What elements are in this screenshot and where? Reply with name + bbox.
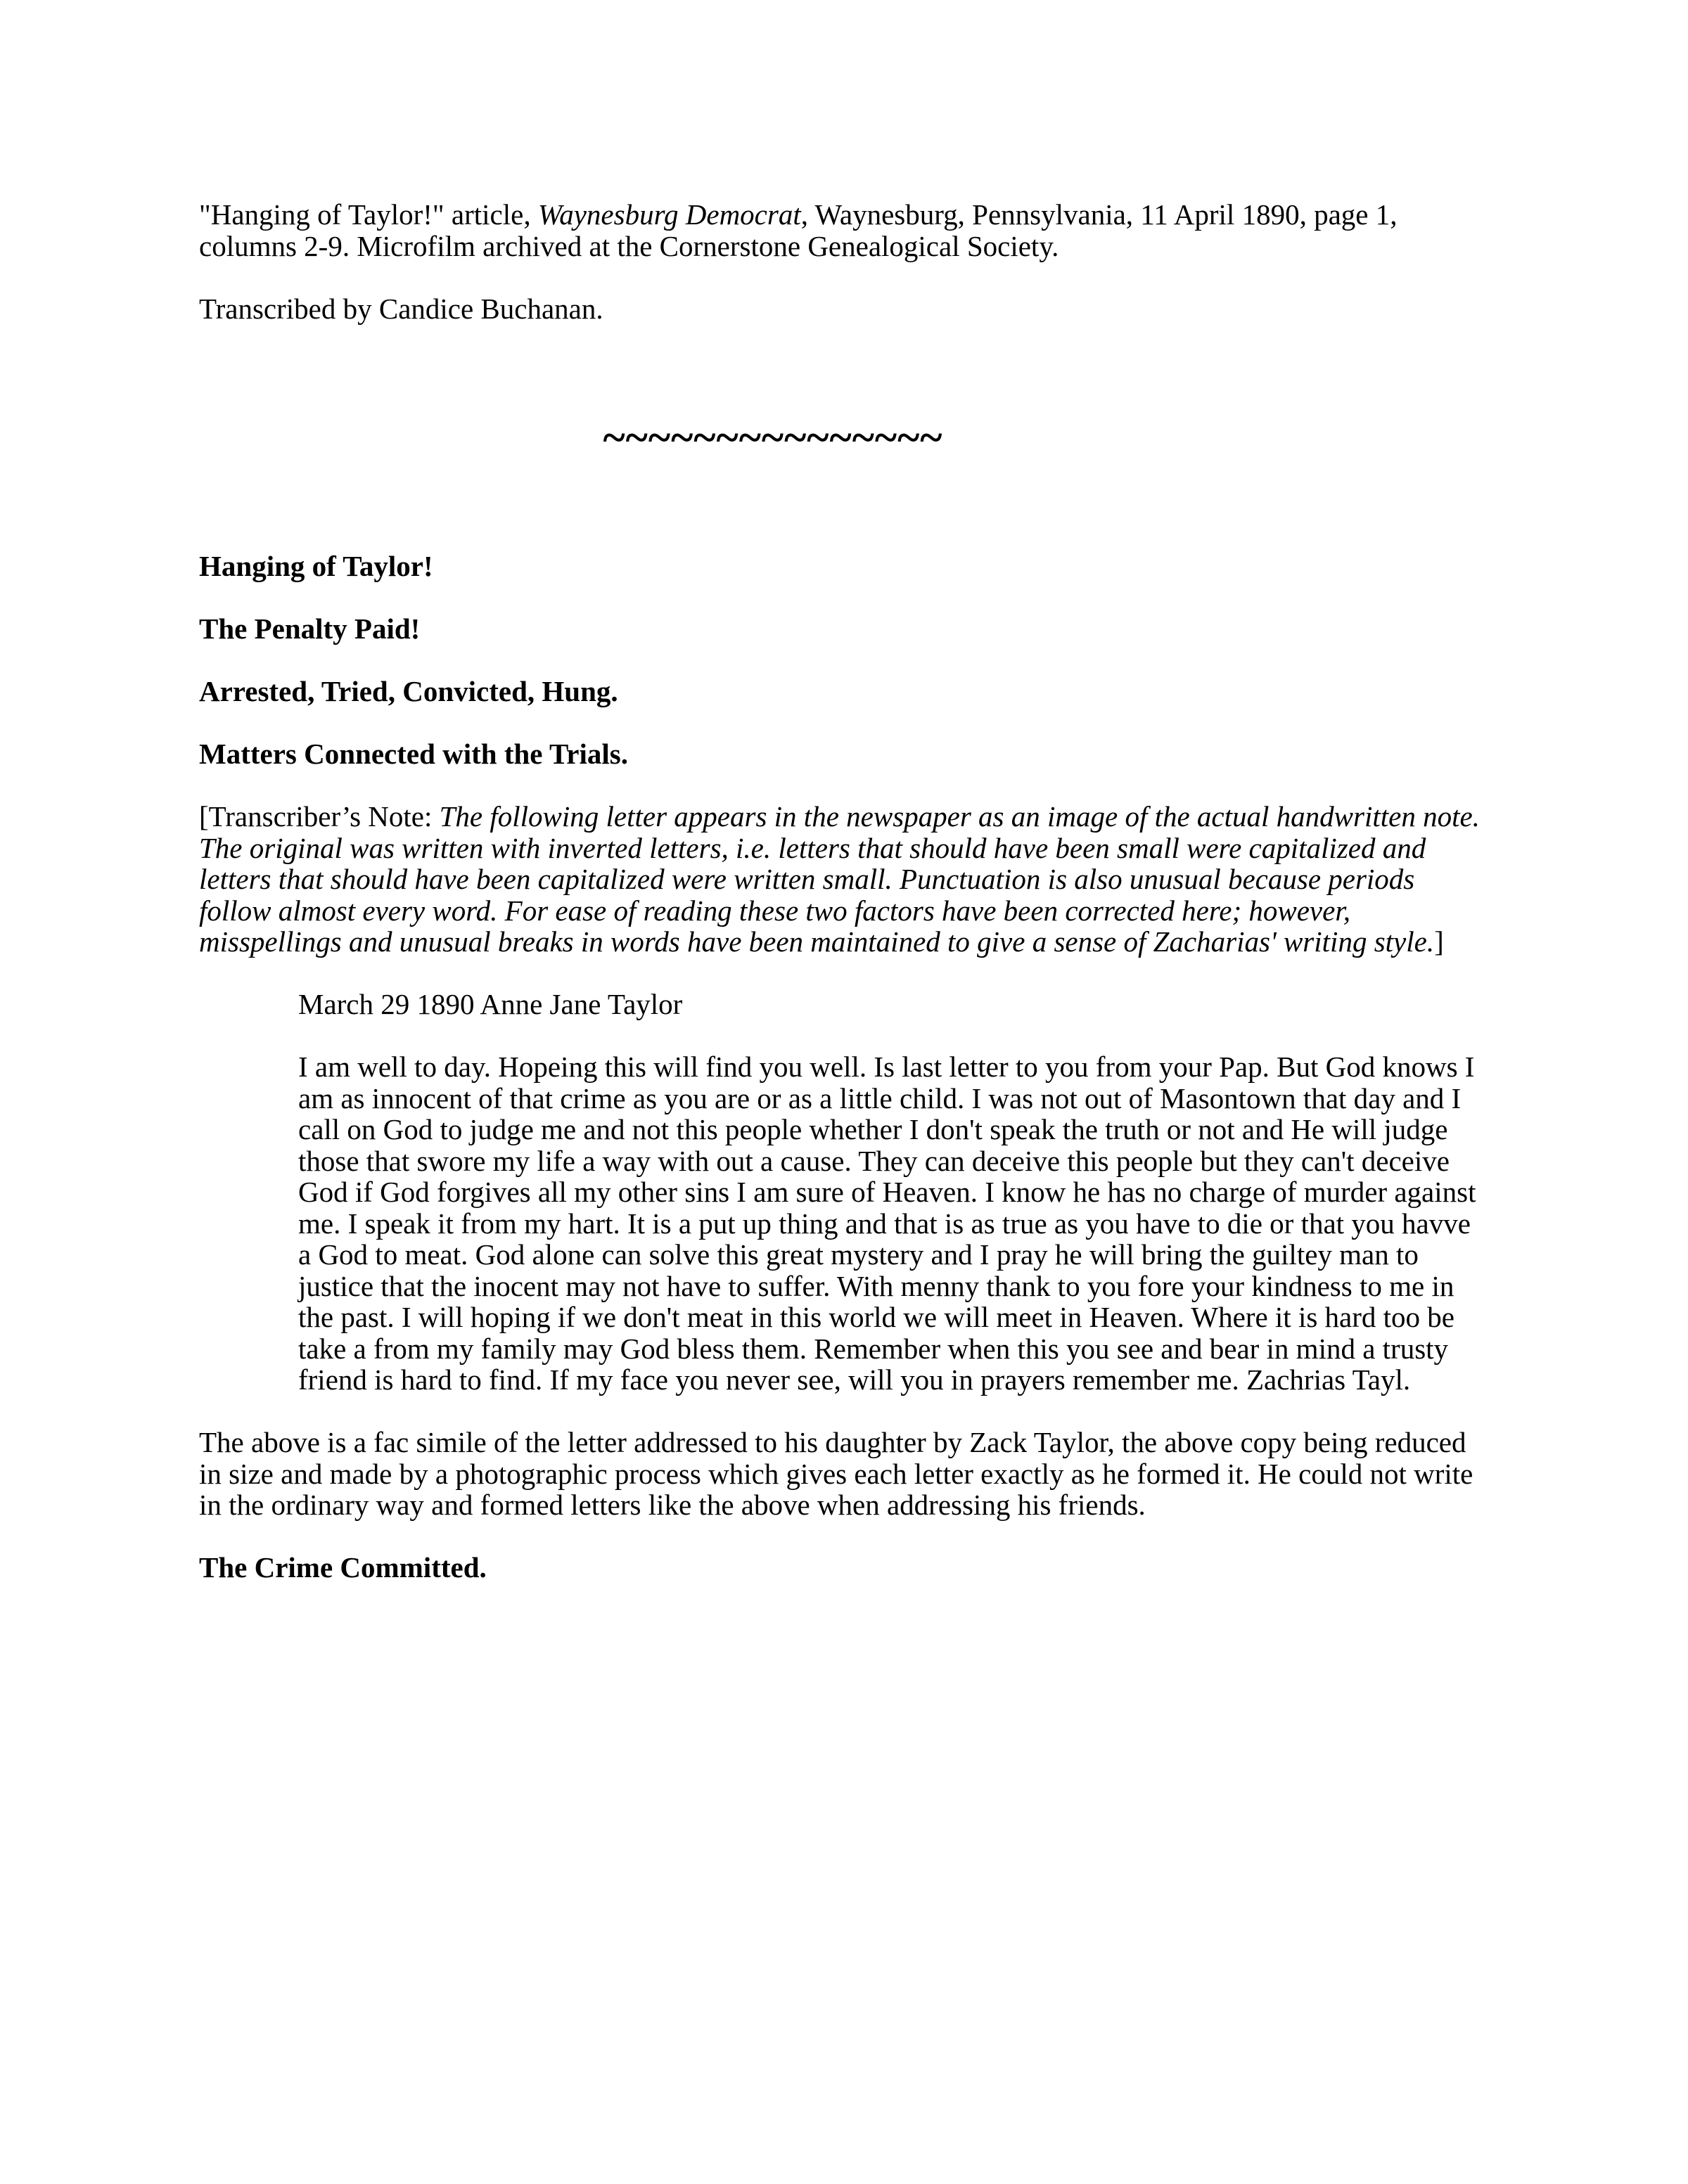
citation-paragraph	[199, 199, 1481, 262]
spacer	[199, 324, 1481, 416]
closing-paragraph: The above is a fac simile of the letter addressed to his daughter by Zack Taylor, the above copy being reduced in size and made by a photographic process which gives each letter exactly as he formed it. He could not write in the ordinary way and formed letters like the above when addressing his friends.	[199, 1426, 1473, 1521]
citation-article-title: "Hanging of Taylor!" article,	[199, 198, 538, 231]
spacer	[199, 582, 1481, 614]
letter-body: I am well to day. Hopeing this will find you well. Is last letter to you from your Pap. But God knows I am as innocent of that crime as you are or as a little child. I was not out of Masontown that day and I call on God to judge me and not this people whether I don't speak the truth or not and He will judge those that swore my life a way with out a cause. They can deceive this people but they can't deceive God if God forgives all my other sins I am sure of Heaven. I know he has no charge of murder against me. I speak it from my hart. It is a put up thing and that is as true as you have to die or that you havve a God to meat. God alone can solve this great mystery and I pray he will bring the guiltey man to justice that the inocent may not have to suffer. With menny thank to you fore your kindness to me in the past. I will hoping if we don't meat in this world we will meet in Heaven. Where it is hard too be take a from my family may God bless them. Remember when this you see and bear in mind a trusty friend is hard to find. If my face you never see, will you in prayers remember me. Zachrias Tayl.	[298, 1051, 1476, 1396]
transcribers-note-bracket: ]	[1434, 925, 1444, 958]
spacer	[199, 770, 1481, 802]
heading-arrested-tried-convicted-hung: Arrested, Tried, Convicted, Hung.	[199, 675, 618, 707]
heading-hanging-of-taylor: Hanging of Taylor!	[199, 550, 433, 582]
spacer	[199, 1521, 1481, 1553]
spacer	[199, 645, 1481, 676]
tilde-divider: ~~~~~~~~~~~~~~~	[603, 414, 943, 461]
heading-the-penalty-paid: The Penalty Paid!	[199, 612, 421, 645]
heading-matters-connected-with-the-trials: Matters Connected with the Trials.	[199, 738, 628, 770]
transcriber-credit: Transcribed by Candice Buchanan.	[199, 292, 603, 325]
spacer	[199, 459, 1481, 551]
spacer	[199, 707, 1481, 739]
heading-the-crime-committed: The Crime Committed.	[199, 1551, 487, 1584]
transcribers-note-label: [Transcriber’s Note:	[199, 800, 440, 833]
transcribers-note-text: The following letter appears in the newspaper as an image of the actual handwritten note. The original was written with inverted letters, i.e. letters that should have been small were capitalized and letters that should have been capitalized were written small. Punctuation is also unusual because periods follow almost every word. For ease of reading these two factors have been corrected here; however, misspellings and unusual breaks in words have been maintained to give a sense of Zacharias' writing style.	[199, 800, 1480, 958]
transcribers-note	[199, 801, 1481, 958]
spacer	[199, 1020, 1481, 1052]
spacer	[199, 262, 1481, 293]
letter-salutation: March 29 1890 Anne Jane Taylor	[298, 988, 683, 1020]
spacer	[199, 958, 1481, 989]
citation-newspaper-name: Waynesburg Democrat	[537, 198, 801, 231]
document-body	[199, 199, 1481, 1584]
citation-details: , Waynesburg, Pennsylvania, 11 April 1890, page 1, columns 2-9. Microfilm archived at the Cornerstone Genealogical Society.	[199, 198, 1398, 262]
spacer	[199, 1396, 1481, 1427]
